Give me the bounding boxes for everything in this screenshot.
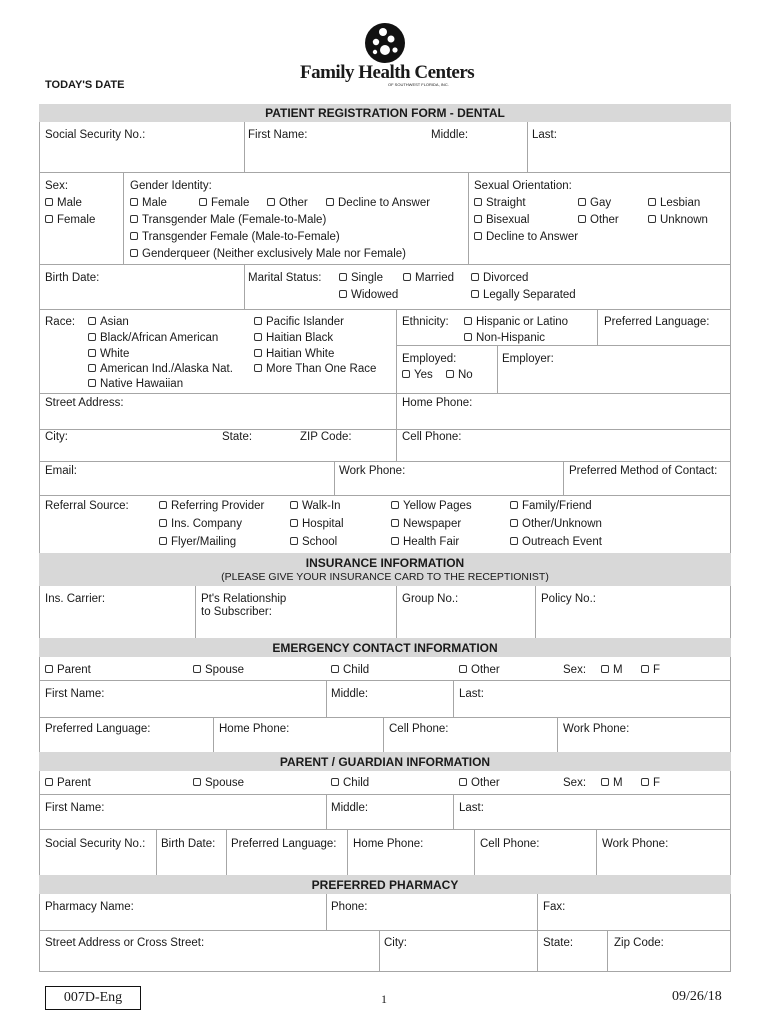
city-field[interactable]: City: xyxy=(45,431,68,443)
ec-middle-field[interactable]: Middle: xyxy=(331,688,369,700)
form-code: 007D-Eng xyxy=(45,986,141,1010)
policy-no-field[interactable]: Policy No.: xyxy=(541,593,596,605)
checkbox-icon xyxy=(88,333,96,341)
checkbox-icon xyxy=(45,665,53,673)
pg-child-option[interactable]: Child xyxy=(331,776,369,790)
pg-sex-m-option[interactable]: M xyxy=(601,776,623,790)
ec-language-field[interactable]: Preferred Language: xyxy=(45,723,151,735)
logo-text: Family Health Centers xyxy=(300,62,475,83)
checkbox-icon xyxy=(459,665,467,673)
sex-female-option[interactable]: Female xyxy=(45,213,95,227)
race-haitian-white-option[interactable]: Haitian White xyxy=(254,347,334,361)
pg-first-name-field[interactable]: First Name: xyxy=(45,802,105,814)
pharmacy-name-field[interactable]: Pharmacy Name: xyxy=(45,901,134,913)
referral-newspaper-option[interactable]: Newspaper xyxy=(391,517,461,531)
referral-hospital-option[interactable]: Hospital xyxy=(290,517,344,531)
race-am-ind-option[interactable]: American Ind./Alaska Nat. xyxy=(88,362,233,376)
checkbox-icon xyxy=(391,537,399,545)
checkbox-icon xyxy=(130,249,138,257)
state-field[interactable]: State: xyxy=(222,431,253,443)
pg-middle-field[interactable]: Middle: xyxy=(331,802,369,814)
form-title: PATIENT REGISTRATION FORM - DENTAL xyxy=(265,106,505,120)
checkbox-icon xyxy=(391,519,399,527)
guardian-title: PARENT / GUARDIAN INFORMATION xyxy=(279,755,491,769)
email-field[interactable]: Email: xyxy=(45,465,77,477)
marital-divorced-option[interactable]: Divorced xyxy=(471,271,528,285)
gender-genderqueer-option[interactable]: Genderqueer (Neither exclusively Male nor Female) xyxy=(130,247,406,261)
checkbox-icon xyxy=(474,232,482,240)
checkbox-icon xyxy=(601,665,609,673)
checkbox-icon xyxy=(254,333,262,341)
checkbox-icon xyxy=(88,379,96,387)
checkbox-icon xyxy=(446,370,454,378)
race-haitian-black-option[interactable]: Haitian Black xyxy=(254,331,333,345)
gender-male-option[interactable]: Male xyxy=(130,196,167,210)
ec-sex-label: Sex: xyxy=(563,664,587,676)
pg-ssn-field[interactable]: Social Security No.: xyxy=(45,838,146,850)
race-black-option[interactable]: Black/African American xyxy=(88,331,218,345)
pg-sex-f-option[interactable]: F xyxy=(641,776,660,790)
checkbox-icon xyxy=(290,519,298,527)
checkbox-icon xyxy=(459,778,467,786)
pharmacy-city-field[interactable]: City: xyxy=(384,937,407,949)
orientation-other-option[interactable]: Other xyxy=(578,213,619,227)
sex-male-option[interactable]: Male xyxy=(45,196,82,210)
marital-married-option[interactable]: Married xyxy=(403,271,454,285)
referral-provider-option[interactable]: Referring Provider xyxy=(159,499,264,513)
checkbox-icon xyxy=(464,333,472,341)
gender-other-option[interactable]: Other xyxy=(267,196,308,210)
ec-parent-option[interactable]: Parent xyxy=(45,663,91,677)
marital-label: Marital Status: xyxy=(248,272,322,284)
marital-widowed-option[interactable]: Widowed xyxy=(339,288,398,302)
form-date: 09/26/18 xyxy=(672,989,722,1004)
employed-no-option[interactable]: No xyxy=(446,368,473,382)
checkbox-icon xyxy=(339,273,347,281)
last-name-field[interactable]: Last: xyxy=(532,129,557,141)
checkbox-icon xyxy=(402,370,410,378)
ec-child-option[interactable]: Child xyxy=(331,663,369,677)
employed-yes-option[interactable]: Yes xyxy=(402,368,433,382)
checkbox-icon xyxy=(510,519,518,527)
checkbox-icon xyxy=(474,215,482,223)
gender-trans-female-option[interactable]: Transgender Female (Male-to-Female) xyxy=(130,230,340,244)
pg-last-field[interactable]: Last: xyxy=(459,802,484,814)
pg-home-phone-field[interactable]: Home Phone: xyxy=(353,838,424,850)
marital-single-option[interactable]: Single xyxy=(339,271,383,285)
gender-female-option[interactable]: Female xyxy=(199,196,249,210)
orientation-gay-option[interactable]: Gay xyxy=(578,196,611,210)
birth-date-field[interactable]: Birth Date: xyxy=(45,272,100,284)
pharmacy-zip-field[interactable]: Zip Code: xyxy=(614,937,664,949)
ec-cell-phone-field[interactable]: Cell Phone: xyxy=(389,723,449,735)
family-logo-icon xyxy=(364,22,406,64)
referral-other-option[interactable]: Other/Unknown xyxy=(510,517,602,531)
orientation-unknown-option[interactable]: Unknown xyxy=(648,213,708,227)
page-number: 1 xyxy=(381,992,387,1006)
checkbox-icon xyxy=(290,537,298,545)
referral-school-option[interactable]: School xyxy=(290,535,337,549)
checkbox-icon xyxy=(45,215,53,223)
checkbox-icon xyxy=(159,501,167,509)
checkbox-icon xyxy=(391,501,399,509)
relationship-field[interactable]: Pt's Relationship xyxy=(201,593,287,605)
group-no-field[interactable]: Group No.: xyxy=(402,593,459,605)
sex-label: Sex: xyxy=(45,180,69,192)
referral-yellow-option[interactable]: Yellow Pages xyxy=(391,499,472,513)
race-more-option[interactable]: More Than One Race xyxy=(254,362,376,376)
checkbox-icon xyxy=(45,778,53,786)
checkbox-icon xyxy=(464,317,472,325)
checkbox-icon xyxy=(267,198,275,206)
checkbox-icon xyxy=(510,537,518,545)
checkbox-icon xyxy=(193,778,201,786)
ec-other-option[interactable]: Other xyxy=(459,663,500,677)
ethnicity-hispanic-option[interactable]: Hispanic or Latino xyxy=(464,315,568,329)
street-address-field[interactable]: Street Address: xyxy=(45,397,124,409)
checkbox-icon xyxy=(474,198,482,206)
first-name-field[interactable]: First Name: xyxy=(248,129,308,141)
checkbox-icon xyxy=(471,273,479,281)
checkbox-icon xyxy=(130,232,138,240)
checkbox-icon xyxy=(88,317,96,325)
pg-birth-date-field[interactable]: Birth Date: xyxy=(161,838,216,850)
ec-first-name-field[interactable]: First Name: xyxy=(45,688,105,700)
checkbox-icon xyxy=(641,665,649,673)
checkbox-icon xyxy=(648,215,656,223)
checkbox-icon xyxy=(88,364,96,372)
orientation-lesbian-option[interactable]: Lesbian xyxy=(648,196,700,210)
checkbox-icon xyxy=(199,198,207,206)
pg-sex-label: Sex: xyxy=(563,777,587,789)
pharmacy-fax-field[interactable]: Fax: xyxy=(543,901,566,913)
referral-walkin-option[interactable]: Walk-In xyxy=(290,499,341,513)
checkbox-icon xyxy=(254,364,262,372)
race-hawaiian-option[interactable]: Native Hawaiian xyxy=(88,377,183,391)
pg-language-field[interactable]: Preferred Language: xyxy=(231,838,337,850)
referral-outreach-option[interactable]: Outreach Event xyxy=(510,535,602,549)
referral-family-option[interactable]: Family/Friend xyxy=(510,499,592,513)
ethnicity-label: Ethnicity: xyxy=(402,316,449,328)
pharmacy-phone-field[interactable]: Phone: xyxy=(331,901,368,913)
todays-date-label: TODAY'S DATE xyxy=(45,79,125,91)
pg-cell-phone-field[interactable]: Cell Phone: xyxy=(480,838,540,850)
middle-name-field[interactable]: Middle: xyxy=(431,129,469,141)
employed-label: Employed: xyxy=(402,353,457,365)
checkbox-icon xyxy=(641,778,649,786)
zip-field[interactable]: ZIP Code: xyxy=(300,431,352,443)
ssn-field[interactable]: Social Security No.: xyxy=(45,129,146,141)
orientation-decline-option[interactable]: Decline to Answer xyxy=(474,230,578,244)
ec-spouse-option[interactable]: Spouse xyxy=(193,663,244,677)
orientation-bisexual-option[interactable]: Bisexual xyxy=(474,213,529,227)
checkbox-icon xyxy=(326,198,334,206)
race-pacific-option[interactable]: Pacific Islander xyxy=(254,315,344,329)
work-phone-field[interactable]: Work Phone: xyxy=(339,465,406,477)
checkbox-icon xyxy=(471,290,479,298)
insurance-title: INSURANCE INFORMATION xyxy=(305,556,465,570)
referral-ins-option[interactable]: Ins. Company xyxy=(159,517,242,531)
checkbox-icon xyxy=(254,349,262,357)
ethnicity-non-hispanic-option[interactable]: Non-Hispanic xyxy=(464,331,545,345)
referral-label: Referral Source: xyxy=(45,500,129,512)
checkbox-icon xyxy=(88,349,96,357)
employer-field[interactable]: Employer: xyxy=(502,353,554,365)
checkbox-icon xyxy=(331,665,339,673)
race-white-option[interactable]: White xyxy=(88,347,129,361)
ec-sex-m-option[interactable]: M xyxy=(601,663,623,677)
checkbox-icon xyxy=(193,665,201,673)
gender-decline-option[interactable]: Decline to Answer xyxy=(326,196,430,210)
checkbox-icon xyxy=(130,198,138,206)
orientation-straight-option[interactable]: Straight xyxy=(474,196,526,210)
checkbox-icon xyxy=(130,215,138,223)
pharmacy-street-field[interactable]: Street Address or Cross Street: xyxy=(45,937,205,949)
relationship-field-line2: to Subscriber: xyxy=(201,606,272,618)
pg-other-option[interactable]: Other xyxy=(459,776,500,790)
logo-subtext: OF SOUTHWEST FLORIDA, INC. xyxy=(388,82,449,87)
checkbox-icon xyxy=(45,198,53,206)
race-asian-option[interactable]: Asian xyxy=(88,315,129,329)
ec-last-field[interactable]: Last: xyxy=(459,688,484,700)
orientation-label: Sexual Orientation: xyxy=(474,180,572,192)
ec-sex-f-option[interactable]: F xyxy=(641,663,660,677)
pharmacy-title: PREFERRED PHARMACY xyxy=(311,878,459,892)
checkbox-icon xyxy=(648,198,656,206)
gender-trans-male-option[interactable]: Transgender Male (Female-to-Male) xyxy=(130,213,326,227)
checkbox-icon xyxy=(159,537,167,545)
checkbox-icon xyxy=(403,273,411,281)
marital-separated-option[interactable]: Legally Separated xyxy=(471,288,576,302)
emergency-title: EMERGENCY CONTACT INFORMATION xyxy=(272,641,498,655)
pg-parent-option[interactable]: Parent xyxy=(45,776,91,790)
pg-work-phone-field[interactable]: Work Phone: xyxy=(602,838,669,850)
gender-label: Gender Identity: xyxy=(130,180,212,192)
ins-carrier-field[interactable]: Ins. Carrier: xyxy=(45,593,106,605)
checkbox-icon xyxy=(578,215,586,223)
checkbox-icon xyxy=(254,317,262,325)
checkbox-icon xyxy=(331,778,339,786)
checkbox-icon xyxy=(159,519,167,527)
pharmacy-state-field[interactable]: State: xyxy=(543,937,574,949)
ec-work-phone-field[interactable]: Work Phone: xyxy=(563,723,630,735)
preferred-language-field[interactable]: Preferred Language: xyxy=(604,316,710,328)
checkbox-icon xyxy=(601,778,609,786)
insurance-note: (PLEASE GIVE YOUR INSURANCE CARD TO THE RECEPTIONIST) xyxy=(221,571,549,583)
race-label: Race: xyxy=(45,316,76,328)
preferred-contact-field[interactable]: Preferred Method of Contact: xyxy=(569,465,718,477)
cell-phone-field[interactable]: Cell Phone: xyxy=(402,431,462,443)
checkbox-icon xyxy=(290,501,298,509)
pg-spouse-option[interactable]: Spouse xyxy=(193,776,244,790)
referral-fair-option[interactable]: Health Fair xyxy=(391,535,459,549)
referral-flyer-option[interactable]: Flyer/Mailing xyxy=(159,535,236,549)
home-phone-field[interactable]: Home Phone: xyxy=(402,397,473,409)
checkbox-icon xyxy=(339,290,347,298)
ec-home-phone-field[interactable]: Home Phone: xyxy=(219,723,290,735)
checkbox-icon xyxy=(578,198,586,206)
checkbox-icon xyxy=(510,501,518,509)
